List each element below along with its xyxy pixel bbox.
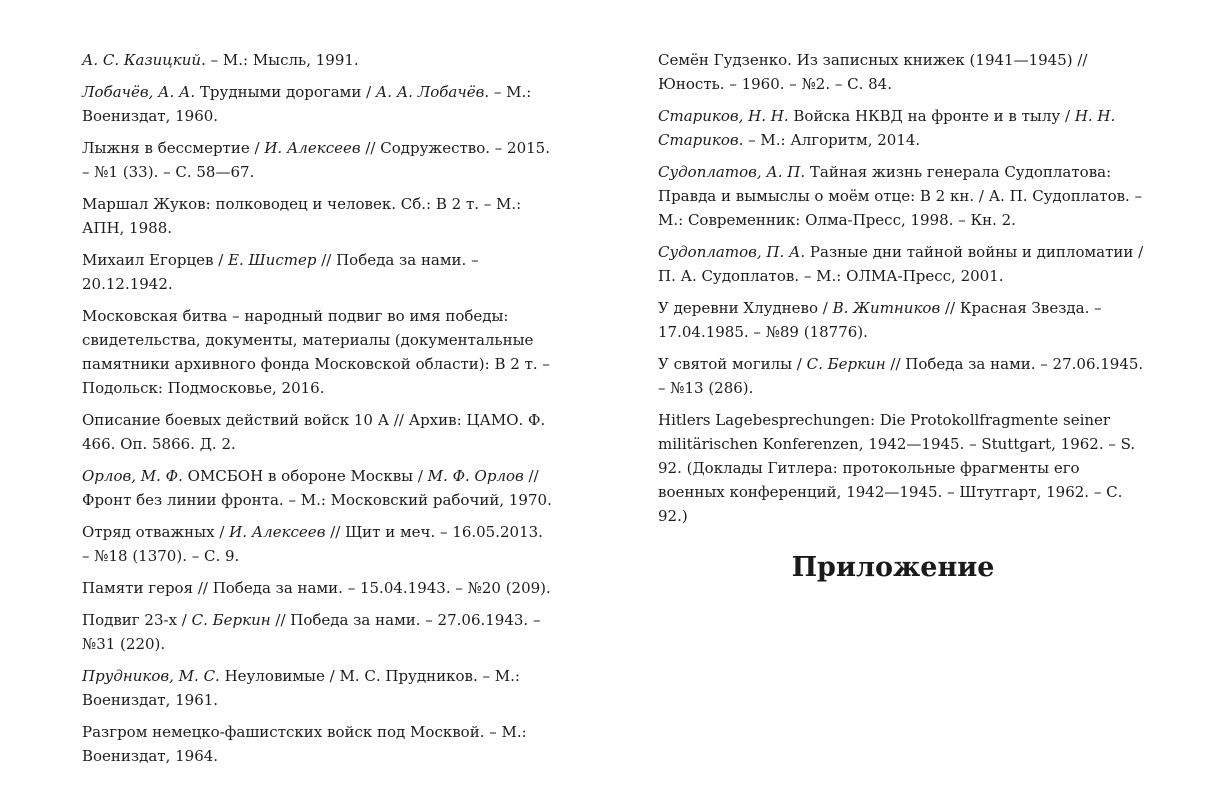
entry-text: Войска НКВД на фронте и в тылу / <box>788 107 1075 125</box>
entry-text: // Щит и меч. – 16.05.2013. – №18 (1370). – С. 9. <box>82 523 543 565</box>
entry-author-italic: С. Беркин <box>191 611 271 629</box>
entry-text: Михаил Егорцев / <box>82 251 229 269</box>
entry-author-italic: И. Алексеев <box>264 139 361 157</box>
bibliography-right-column <box>658 48 1148 588</box>
entry-author-italic: М. Ф. Орлов <box>427 467 524 485</box>
entry-text: Hitlers Lagebesprechungen: Die Protokollfragmente seiner militärischen Konferenzen, 1942—1945. – Stuttgart, 1962. – S. 92. (Доклады Гитлера: протокольные фрагменты его военных конференций, 1942—1945. – Штутгарт, 1962. – С. 92.) <box>658 411 1136 525</box>
bibliography-entry <box>658 48 1148 96</box>
entry-author-italic: Е. Шистер <box>228 251 317 269</box>
bibliography-entry <box>82 608 554 656</box>
entry-author-italic: Судоплатов, А. П. <box>658 163 806 181</box>
entry-author-italic: А. С. Казицкий <box>82 51 202 69</box>
entry-text: Памяти героя // Победа за нами. – 15.04.1943. – №20 (209). <box>82 579 551 597</box>
entry-text: Подвиг 23-х / <box>82 611 192 629</box>
entry-text: Московская битва – народный подвиг во имя победы: свидетельства, документы, материалы (документальные памятники архивного фонда Московской области): В 2 т. – Подольск: Подмосковье, 2016. <box>82 307 550 397</box>
appendix-heading: Приложение <box>791 552 995 583</box>
bibliography-entry <box>82 520 554 568</box>
entry-author-italic: Стариков, Н. Н. <box>658 107 789 125</box>
entry-text: Маршал Жуков: полководец и человек. Сб.: В 2 т. – М.: АПН, 1988. <box>82 195 522 237</box>
bibliography-entry <box>82 80 554 128</box>
entry-text: . – М.: Мысль, 1991. <box>201 51 359 69</box>
entry-text: У деревни Хлуднево / <box>658 299 833 317</box>
bibliography-entry <box>658 408 1148 528</box>
bibliography-entry <box>658 296 1148 344</box>
entry-text: Тайная жизнь генерала Судоплатова: Правда и вымыслы о моём отце: В 2 кн. / А. П. Судоплатов. – М.: Современник: Олма-Пресс, 1998. – Кн. 2. <box>658 163 1143 229</box>
entry-text: Трудными дорогами / <box>195 83 376 101</box>
bibliography-entry <box>658 104 1148 152</box>
bibliography-entry <box>82 408 554 456</box>
bibliography-entry <box>82 48 554 72</box>
entry-author-italic: Лобачёв, А. А. <box>82 83 196 101</box>
entry-text: Разгром немецко-фашистских войск под Москвой. – М.: Воениздат, 1964. <box>82 723 527 765</box>
right-entries <box>658 48 1148 528</box>
entry-author-italic: С. Беркин <box>806 355 886 373</box>
bibliography-entry <box>82 664 554 712</box>
bibliography-entry <box>82 720 554 768</box>
entry-author-italic: Судоплатов, П. А. <box>658 243 806 261</box>
bibliography-entry <box>658 352 1148 400</box>
bibliography-entry <box>658 160 1148 232</box>
entry-text: Описание боевых действий войск 10 А // Архив: ЦАМО. Ф. 466. Оп. 5866. Д. 2. <box>82 411 546 453</box>
bibliography-entry <box>82 464 554 512</box>
entry-text: // Фронт без линии фронта. – М.: Московский рабочий, 1970. <box>82 467 552 509</box>
entry-text: Семён Гудзенко. Из записных книжек (1941—1945) // Юность. – 1960. – №2. – С. 84. <box>658 51 1088 93</box>
entry-text: // Красная Звезда. – 17.04.1985. – №89 (18776). <box>658 299 1102 341</box>
entry-text: . – М.: Воениздат, 1960. <box>82 83 532 125</box>
entry-text: У святой могилы / <box>658 355 807 373</box>
bibliography-left-column <box>82 48 554 776</box>
bibliography-entry <box>82 192 554 240</box>
entry-text: // Победа за нами. – 27.06.1943. – №31 (220). <box>82 611 541 653</box>
entry-author-italic: Орлов, М. Ф. <box>82 467 183 485</box>
entry-author-italic: И. Алексеев <box>229 523 326 541</box>
entry-text: Отряд отважных / <box>82 523 230 541</box>
entry-text: // Победа за нами. – 27.06.1945. – №13 (286). <box>658 355 1144 397</box>
bibliography-entry <box>658 240 1148 288</box>
entry-text: Лыжня в бессмертие / <box>82 139 265 157</box>
bibliography-entry <box>82 304 554 400</box>
entry-text: Разные дни тайной войны и дипломатии / П. А. Судоплатов. – М.: ОЛМА-Пресс, 2001. <box>658 243 1144 285</box>
bibliography-entry <box>82 136 554 184</box>
entry-text: // Содружество. – 2015. – №1 (33). – С. 58—67. <box>82 139 550 181</box>
bibliography-entry <box>82 248 554 296</box>
entry-text: ОМСБОН в обороне Москвы / <box>182 467 428 485</box>
entry-author-italic: В. Житников <box>832 299 941 317</box>
entry-author-italic: Н. Н. Стариков <box>658 107 1116 149</box>
entry-author-italic: А. А. Лобачёв <box>375 83 485 101</box>
entry-text: Неуловимые / М. С. Прудников. – М.: Воениздат, 1961. <box>82 667 520 709</box>
entry-text: // Победа за нами. – 20.12.1942. <box>82 251 479 293</box>
entry-author-italic: Прудников, М. С. <box>82 667 220 685</box>
bibliography-entry <box>82 576 554 600</box>
entry-text: . – М.: Алгоритм, 2014. <box>738 131 921 149</box>
